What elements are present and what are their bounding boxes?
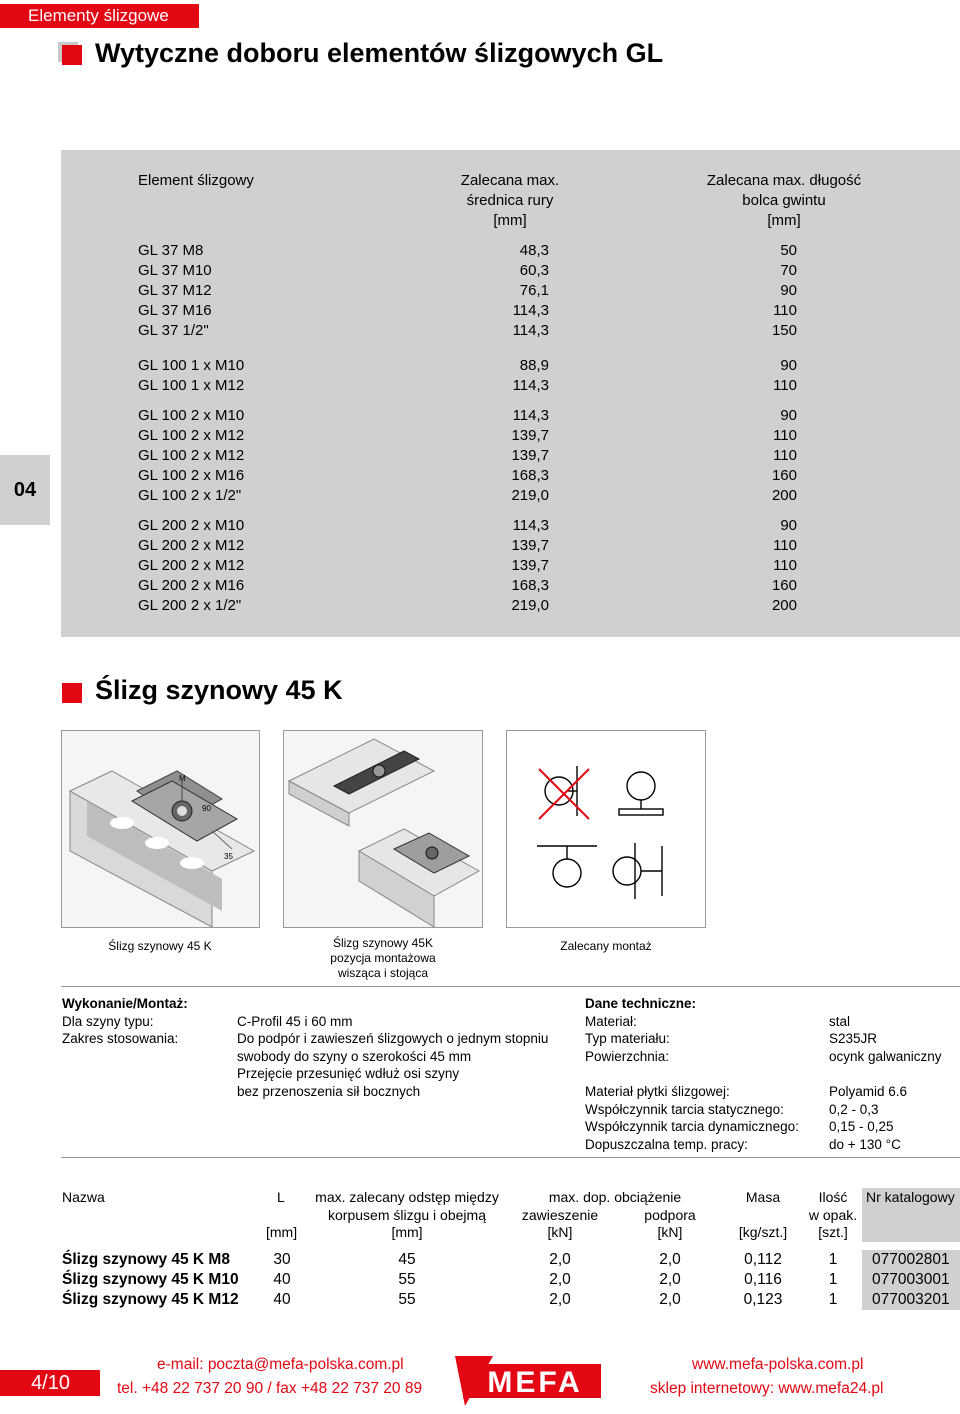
length-value: 40 <box>273 1291 291 1308</box>
col-header-element: Element ślizgowy <box>138 172 254 189</box>
element-name: GL 100 1 x M12 <box>138 377 245 394</box>
table-row <box>61 281 960 301</box>
table-row <box>61 301 960 321</box>
section-bullet-icon <box>62 683 82 703</box>
pipe-diameter: 60,3 <box>519 262 549 279</box>
col-header-hang: zawieszenie <box>521 1206 599 1223</box>
technical-heading: Dane techniczne: <box>585 996 697 1011</box>
chapter-tab: 04 <box>0 455 50 525</box>
tech-label: Powierzchnia: <box>585 1048 670 1064</box>
bolt-length: 110 <box>773 537 797 554</box>
table-row <box>61 261 960 281</box>
pipe-diameter: 114,3 <box>512 377 549 394</box>
mefa-logo <box>453 1354 607 1408</box>
page-title: Wytyczne doboru elementów ślizgowych GL <box>95 38 664 68</box>
pipe-diameter: 139,7 <box>511 557 549 574</box>
table-row <box>61 516 960 536</box>
tech-label: Typ materiału: <box>585 1031 670 1046</box>
pipe-diameter: 219,0 <box>511 487 549 504</box>
element-name: GL 37 M8 <box>138 242 204 259</box>
table-row <box>61 466 960 486</box>
element-name: GL 100 2 x M12 <box>138 427 245 444</box>
page-number: 4/10 <box>0 1370 100 1396</box>
pipe-diameter: 168,3 <box>511 467 549 484</box>
tech-label: Współczynnik tarcia dynamicznego: <box>585 1119 799 1134</box>
product-name: Ślizg szynowy 45 K M8 <box>62 1251 230 1268</box>
execution-heading: Wykonanie/Montaż: <box>62 996 188 1011</box>
table-row <box>61 356 960 376</box>
table-row <box>61 376 960 396</box>
col-header-support-unit: [kN] <box>657 1224 683 1240</box>
support-load-value: 2,0 <box>659 1271 681 1288</box>
tech-label: Dopuszczalna temp. pracy: <box>585 1136 748 1152</box>
element-name: GL 37 M16 <box>138 302 212 319</box>
pipe-diameter: 114,3 <box>512 407 549 424</box>
rail-type-value: C-Profil 45 i 60 mm <box>237 1013 353 1029</box>
table-row <box>61 321 960 341</box>
bolt-length: 110 <box>773 377 797 394</box>
col-header-mass: Masa <box>745 1189 781 1205</box>
length-value: 30 <box>273 1251 291 1268</box>
rail-slider-drawing <box>61 730 260 928</box>
support-load-value: 2,0 <box>659 1251 681 1268</box>
col-header-bolt-length: Zalecana max. długość bolca gwintu [mm] <box>706 172 862 229</box>
col-header-load: max. dop. obciążenie <box>548 1189 682 1205</box>
recommended-mounting-drawing <box>506 730 706 928</box>
element-name: GL 200 2 x M12 <box>138 557 245 574</box>
pipe-diameter: 139,7 <box>511 447 549 464</box>
pipe-diameter: 48,3 <box>519 242 549 259</box>
element-name: GL 37 M10 <box>138 262 212 279</box>
spacing-value: 55 <box>398 1291 416 1308</box>
catalog-number: 077002801 <box>872 1251 950 1268</box>
table-row <box>61 426 960 446</box>
bolt-length: 110 <box>773 557 797 574</box>
element-name: GL 37 M12 <box>138 282 212 299</box>
bolt-length: 50 <box>780 242 797 259</box>
footer-shop[interactable]: sklep internetowy: www.mefa24.pl <box>650 1380 884 1397</box>
hang-load-value: 2,0 <box>549 1291 571 1308</box>
element-name: GL 100 1 x M10 <box>138 357 245 374</box>
tech-value: 0,15 - 0,25 <box>829 1119 894 1134</box>
logo-text: MEFA <box>487 1366 583 1399</box>
bolt-length: 90 <box>780 282 797 299</box>
table-row <box>61 446 960 466</box>
tech-label: Materiał płytki ślizgowej: <box>585 1084 730 1099</box>
col-header-mass-unit: [kg/szt.] <box>738 1224 788 1240</box>
dimension-label-35: 35 <box>224 852 233 861</box>
footer-email[interactable]: e-mail: poczta@mefa-polska.com.pl <box>157 1356 404 1373</box>
mass-value: 0,123 <box>743 1291 783 1308</box>
bolt-length: 70 <box>780 262 797 279</box>
qty-value: 1 <box>828 1291 838 1308</box>
tech-value: Polyamid 6.6 <box>829 1084 908 1099</box>
product-name: Ślizg szynowy 45 K M12 <box>62 1291 239 1308</box>
table-row <box>61 406 960 426</box>
bolt-length: 200 <box>771 487 797 504</box>
title-bullet-icon <box>62 45 82 65</box>
bolt-length: 160 <box>771 577 797 594</box>
element-name: GL 200 2 x M12 <box>138 537 245 554</box>
table-row <box>61 536 960 556</box>
col-header-name: Nazwa <box>62 1189 105 1205</box>
qty-value: 1 <box>828 1251 838 1268</box>
col-header-support: podpora <box>644 1206 696 1223</box>
footer-website[interactable]: www.mefa-polska.com.pl <box>692 1356 864 1373</box>
col-header-l: L <box>277 1189 285 1205</box>
spacing-value: 45 <box>398 1251 416 1268</box>
pipe-diameter: 219,0 <box>511 597 549 614</box>
bolt-length: 90 <box>780 357 797 374</box>
col-header-qty: Ilość w opak. [szt.] <box>808 1189 858 1240</box>
table-row <box>61 241 960 261</box>
col-header-hang-unit: [kN] <box>547 1224 573 1240</box>
bolt-length: 150 <box>771 322 797 339</box>
table-row <box>61 486 960 506</box>
dimension-label-90: 90 <box>202 804 211 813</box>
element-name: GL 200 2 x M10 <box>138 517 245 534</box>
tech-value: ocynk galwaniczny <box>829 1048 942 1064</box>
divider <box>61 1157 960 1158</box>
divider <box>61 986 960 987</box>
caption-mounting-position: Ślizg szynowy 45K pozycja montażowa wisząca i stojąca <box>330 936 436 980</box>
pipe-diameter: 88,9 <box>519 357 549 374</box>
section-tag: Elementy ślizgowe <box>0 4 199 28</box>
mass-value: 0,112 <box>744 1251 782 1268</box>
element-name: GL 37 1/2" <box>138 322 209 339</box>
product-name: Ślizg szynowy 45 K M10 <box>62 1271 239 1288</box>
pipe-diameter: 139,7 <box>511 537 549 554</box>
element-name: GL 100 2 x M16 <box>138 467 245 484</box>
length-value: 40 <box>273 1271 291 1288</box>
qty-value: 1 <box>828 1271 838 1288</box>
scope-label: Zakres stosowania: <box>62 1031 179 1046</box>
table-row <box>61 596 960 616</box>
hang-load-value: 2,0 <box>549 1251 571 1268</box>
bolt-length: 110 <box>773 447 797 464</box>
bolt-length: 90 <box>780 407 797 424</box>
mass-value: 0,116 <box>744 1271 782 1288</box>
col-header-spacing: max. zalecany odstęp między korpusem ślizgu i obejmą [mm] <box>315 1189 499 1240</box>
dimension-label-m: M <box>179 774 186 783</box>
element-name: GL 200 2 x M16 <box>138 577 245 594</box>
bolt-length: 110 <box>773 302 797 319</box>
pipe-diameter: 114,3 <box>512 322 549 339</box>
bolt-length: 200 <box>771 597 797 614</box>
pipe-diameter: 139,7 <box>511 427 549 444</box>
gl-selection-table <box>61 150 960 637</box>
col-header-catalog: Nr katalogowy <box>866 1189 955 1205</box>
scope-value: Do podpór i zawieszeń ślizgowych o jednym stopniu swobody do szyny o szerokości 45 mm Przejęcie przesunięć wdłuż osi szyny bez przenoszenia sił bocznych <box>237 1031 549 1099</box>
spacing-value: 55 <box>398 1271 416 1288</box>
bolt-length: 90 <box>780 517 797 534</box>
col-header-diameter: Zalecana max. średnica rury [mm] <box>460 172 560 229</box>
bolt-length: 110 <box>773 427 797 444</box>
element-name: GL 100 2 x M10 <box>138 407 245 424</box>
bolt-length: 160 <box>771 467 797 484</box>
support-load-value: 2,0 <box>659 1291 681 1308</box>
tech-value: S235JR <box>829 1031 878 1046</box>
footer-phone: tel. +48 22 737 20 90 / fax +48 22 737 20 89 <box>117 1380 423 1397</box>
pipe-diameter: 114,3 <box>512 517 549 534</box>
hang-load-value: 2,0 <box>549 1271 571 1288</box>
pipe-diameter: 114,3 <box>512 302 549 319</box>
rail-type-label: Dla szyny typu: <box>62 1013 154 1029</box>
tech-value: do + 130 °C <box>829 1136 901 1152</box>
pipe-diameter: 76,1 <box>519 282 549 299</box>
element-name: GL 100 2 x 1/2" <box>138 487 242 504</box>
table-row <box>61 556 960 576</box>
tech-value: stal <box>829 1013 851 1029</box>
catalog-number: 077003001 <box>872 1271 950 1288</box>
element-name: GL 200 2 x 1/2" <box>138 597 242 614</box>
catalog-number: 077003201 <box>872 1291 950 1308</box>
element-name: GL 100 2 x M12 <box>138 447 245 464</box>
pipe-diameter: 168,3 <box>511 577 549 594</box>
mounting-position-drawing <box>283 730 483 928</box>
section-title: Ślizg szynowy 45 K <box>95 675 343 705</box>
table-row <box>61 576 960 596</box>
tech-label: Materiał: <box>585 1013 637 1029</box>
col-header-l-unit: [mm] <box>266 1224 298 1240</box>
tech-value: 0,2 - 0,3 <box>829 1101 879 1117</box>
caption-recommended-mounting: Zalecany montaż <box>560 939 652 953</box>
tech-label: Współczynnik tarcia statycznego: <box>585 1101 784 1117</box>
caption-rail-slider: Ślizg szynowy 45 K <box>108 939 212 953</box>
